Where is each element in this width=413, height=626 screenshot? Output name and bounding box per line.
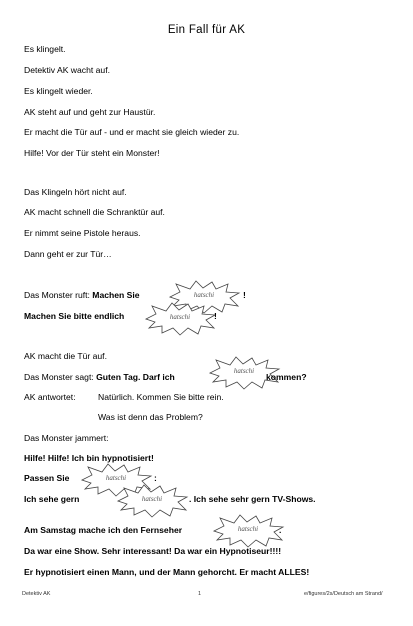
text-line: Er macht die Tür auf - und er macht sie gleich wieder zu. [24,127,240,137]
dialog-line [24,289,140,301]
speech-text: Hilfe! Hilfe! Ich bin hypnotisiert! [24,453,154,463]
burst-label: hatschi [169,313,191,321]
punctuation: ! [214,311,217,321]
footer-path: e/figures/2s/Deutsch am Strand/ [304,591,383,597]
speaker-intro: Das Monster jammert: [24,433,109,443]
text-line: AK macht die Tür auf. [24,351,107,361]
speech-text: Natürlich. Kommen Sie bitte rein. [98,392,224,402]
speech-text: Passen Sie [24,473,70,483]
speech-text: Ich sehe gern [24,494,80,504]
punctuation: : [154,473,157,483]
speech-text: Da war eine Show. Sehr interessant! Da war ein Hypnotiseur!!!! [24,546,282,556]
burst-label: hatschi [105,474,127,482]
speaker-intro: Das Monster ruft: [24,290,93,300]
text-line: Dann geht er zur Tür… [24,249,112,259]
speaker-intro: Das Monster sagt: [24,372,97,382]
text-line: Hilfe! Vor der Tür steht ein Monster! [24,148,160,158]
speech-text: Machen Sie bitte endlich [24,311,125,321]
speech-text: Guten Tag. Darf ich [96,372,175,382]
text-line: AK steht auf und geht zur Haustür. [24,107,156,117]
text-line: Er nimmt seine Pistole heraus. [24,228,141,238]
page-number: 1 [198,591,202,597]
sneeze-burst [210,514,286,548]
burst-label: hatschi [233,367,255,375]
dialog-line [24,371,175,383]
speech-text: . Ich sehe sehr gern TV-Shows. [189,494,316,504]
burst-label: hatschi [193,291,215,299]
punctuation: . [279,525,282,535]
speech-text: Was ist denn das Problem? [98,412,203,422]
burst-label: hatschi [237,525,259,533]
speech-text: Am Samstag mache ich den Fernseher [24,525,183,535]
speech-text: Er hypnotisiert einen Mann, und der Mann gehorcht. Er macht ALLES! [24,567,310,577]
text-line: AK macht schnell die Schranktür auf. [24,207,165,217]
text-line: Es klingelt. [24,44,66,54]
sneeze-burst [114,484,190,518]
burst-label: hatschi [141,495,163,503]
text-line: Detektiv AK wacht auf. [24,65,110,75]
speech-text: Machen Sie [92,290,140,300]
speech-text: kommen? [266,372,307,382]
punctuation: ! [243,290,246,300]
footer-left: Detektiv AK [22,591,51,597]
speaker-intro: AK antwortet: [24,392,76,402]
page-title: Ein Fall für AK [167,24,246,36]
text-line: Das Klingeln hört nicht auf. [24,187,127,197]
sneeze-burst [142,302,218,336]
text-line: Es klingelt wieder. [24,86,93,96]
